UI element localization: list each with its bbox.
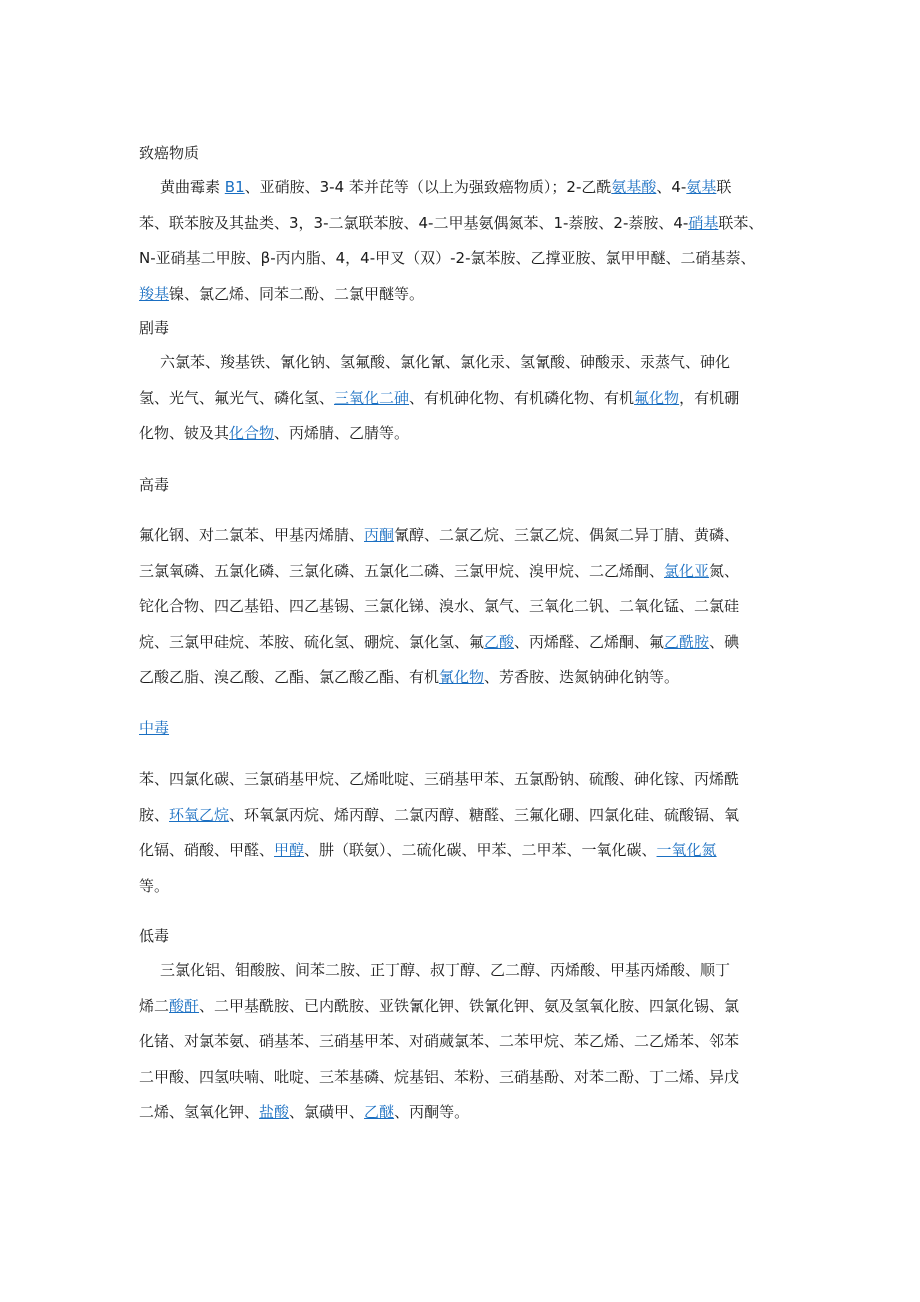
text-run: 、碘 [709,632,740,651]
text-line [139,416,784,452]
text-run: 苯、联苯胺及其盐类、3，3-二氯联苯胺、4-二甲基氨偶氮苯、1-萘胺、2-萘胺、4- [139,213,689,232]
text-run: 、芳香胺、迭氮钠砷化钠等。 [484,668,680,686]
text-run: 、丙酮等。 [394,1103,470,1121]
paragraph-high-toxicity [139,518,784,696]
text-run: 化镉、硝酸、甲醛、 [139,841,275,859]
text-line [139,953,784,989]
text-run: 三氯化铝、钼酸胺、间苯二胺、正丁醇、叔丁醇、乙二醇、丙烯酸、甲基丙烯酸、顺丁 [160,961,731,979]
text-line [139,554,784,590]
term-link[interactable]: 氯化亚 [664,561,710,580]
text-run: 、丙烯腈、乙腈等。 [274,424,410,442]
text-line [139,518,784,554]
paragraph-carcinogens [139,170,784,312]
term-link[interactable]: 酸酐 [169,996,200,1015]
text-run: ，有机硼 [679,388,740,407]
text-line [139,589,784,625]
term-link[interactable]: 乙酸 [484,632,515,651]
text-run: 氢、光气、氟光气、磷化氢、 [139,388,335,407]
text-run: 铊化合物、四乙基铅、四乙基锡、三氯化锑、溴水、氯气、三氧化二钒、二氧化锰、二氯硅 [139,597,740,615]
text-run: 化锗、对氯苯氨、硝基苯、三硝基甲苯、对硝蒇氯苯、二苯甲烷、苯乙烯、二乙烯苯、邻苯 [139,1032,740,1050]
paragraph-moderate-toxicity [139,762,784,904]
term-link[interactable]: 甲醇 [274,841,305,859]
text-run: 烷、三氯甲硅烷、苯胺、硫化氢、硼烷、氯化氢、氟 [139,632,485,651]
text-run: 、4- [656,178,687,196]
heading-high-toxicity: 高毒 [139,476,170,494]
heading-moderate-toxicity-link[interactable]: 中毒 [139,719,170,737]
heading-low-toxicity: 低毒 [139,927,170,945]
text-run: 烯二 [139,996,170,1015]
text-line [139,345,784,381]
term-link[interactable]: 化合物 [229,424,275,442]
text-run: 、氯磺甲、 [289,1103,365,1121]
text-run: 、亚硝胺、3-4 苯并芘等（以上为强致癌物质）；2-乙酰 [244,178,612,196]
term-link[interactable]: 乙酰胺 [664,632,710,651]
text-run: 黄曲霉素 [160,178,225,196]
text-line [139,989,784,1025]
term-link[interactable]: 硝基 [688,213,719,232]
term-link[interactable]: 乙醚 [364,1103,395,1121]
text-line [139,869,784,905]
text-run: 、肼（联氨）、二硫化碳、甲苯、二甲苯、一氧化碳、 [304,841,657,859]
paragraph-highly-toxic [139,345,784,452]
text-line [139,170,784,206]
text-line [139,1095,784,1131]
term-link[interactable]: 一氧化氮 [656,841,717,859]
text-run: 胺、 [139,805,170,824]
text-run: 苯、四氯化碳、三氯硝基甲烷、乙烯吡啶、三硝基甲苯、五氯酚钠、硫酸、砷化镓、丙烯酰 [139,770,740,788]
text-run: 氮、 [709,561,740,580]
text-run: 、二甲基酰胺、已内酰胺、亚铁氰化钾、铁氰化钾、氨及氢氧化胺、四氯化锡、氯 [199,996,740,1015]
text-line [139,625,784,661]
term-link[interactable]: 环氧乙烷 [169,805,230,824]
paragraph-low-toxicity [139,953,784,1131]
text-run: 乙酸乙脂、溴乙酸、乙酯、氯乙酸乙酯、有机 [139,668,440,686]
text-line [139,762,784,798]
heading-highly-toxic: 剧毒 [139,319,170,337]
text-line [139,381,784,417]
text-run: 、环氧氯丙烷、烯丙醇、二氯丙醇、糖醛、三氟化硼、四氯化硅、硫酸镉、氧 [229,805,740,824]
term-link[interactable]: 氟化物 [634,388,680,407]
term-link[interactable]: 氨基 [686,178,717,196]
text-run: N-亚硝基二甲胺、β-丙内脂、4，4-甲叉（双）-2-氯苯胺、乙撑亚胺、氯甲甲醚、二硝基萘、 [139,249,756,267]
text-run: 化物、铍及其 [139,424,230,442]
text-run: 三氯氧磷、五氯化磷、三氯化磷、五氯化二磷、三氯甲烷、溴甲烷、二乙烯酮、 [139,561,665,580]
text-line [139,241,784,277]
term-link[interactable]: 氨基酸 [611,178,657,196]
text-run: 镍、氯乙烯、同苯二酚、二氯甲醚等。 [169,284,425,303]
text-run: 联苯、 [718,213,764,232]
text-line [139,660,784,696]
text-run: 二甲酸、四氢呋喃、吡啶、三苯基磷、烷基铝、苯粉、三硝基酚、对苯二酚、丁二烯、异戊 [139,1067,740,1086]
text-run: 氟化钢、对二氯苯、甲基丙烯腈、 [139,526,365,544]
text-line [139,1060,784,1096]
term-link[interactable]: B1 [224,178,245,196]
text-run: 、丙烯醛、乙烯酮、氟 [514,632,665,651]
term-link[interactable]: 三氧化二砷 [334,388,410,407]
text-run: 联 [716,178,732,196]
text-line [139,798,784,834]
heading-carcinogens: 致癌物质 [139,144,200,162]
term-link[interactable]: 羧基 [139,284,170,303]
text-run: 等。 [139,876,170,895]
text-line [139,1024,784,1060]
text-run: 二烯、氢氧化钾、 [139,1103,260,1121]
term-link[interactable]: 盐酸 [259,1103,290,1121]
term-link[interactable]: 氰化物 [439,668,485,686]
text-run: 、有机砷化物、有机磷化物、有机 [409,388,635,407]
text-line [139,277,784,313]
text-line [139,206,784,242]
text-run: 氰醇、二氯乙烷、三氯乙烷、偶氮二异丁腈、黄磷、 [394,526,740,544]
term-link[interactable]: 丙酮 [364,526,395,544]
text-line [139,833,784,869]
text-run: 六氯苯、羧基铁、氰化钠、氢氟酸、氯化氰、氯化汞、氢氰酸、砷酸汞、汞蒸气、砷化 [160,353,731,371]
